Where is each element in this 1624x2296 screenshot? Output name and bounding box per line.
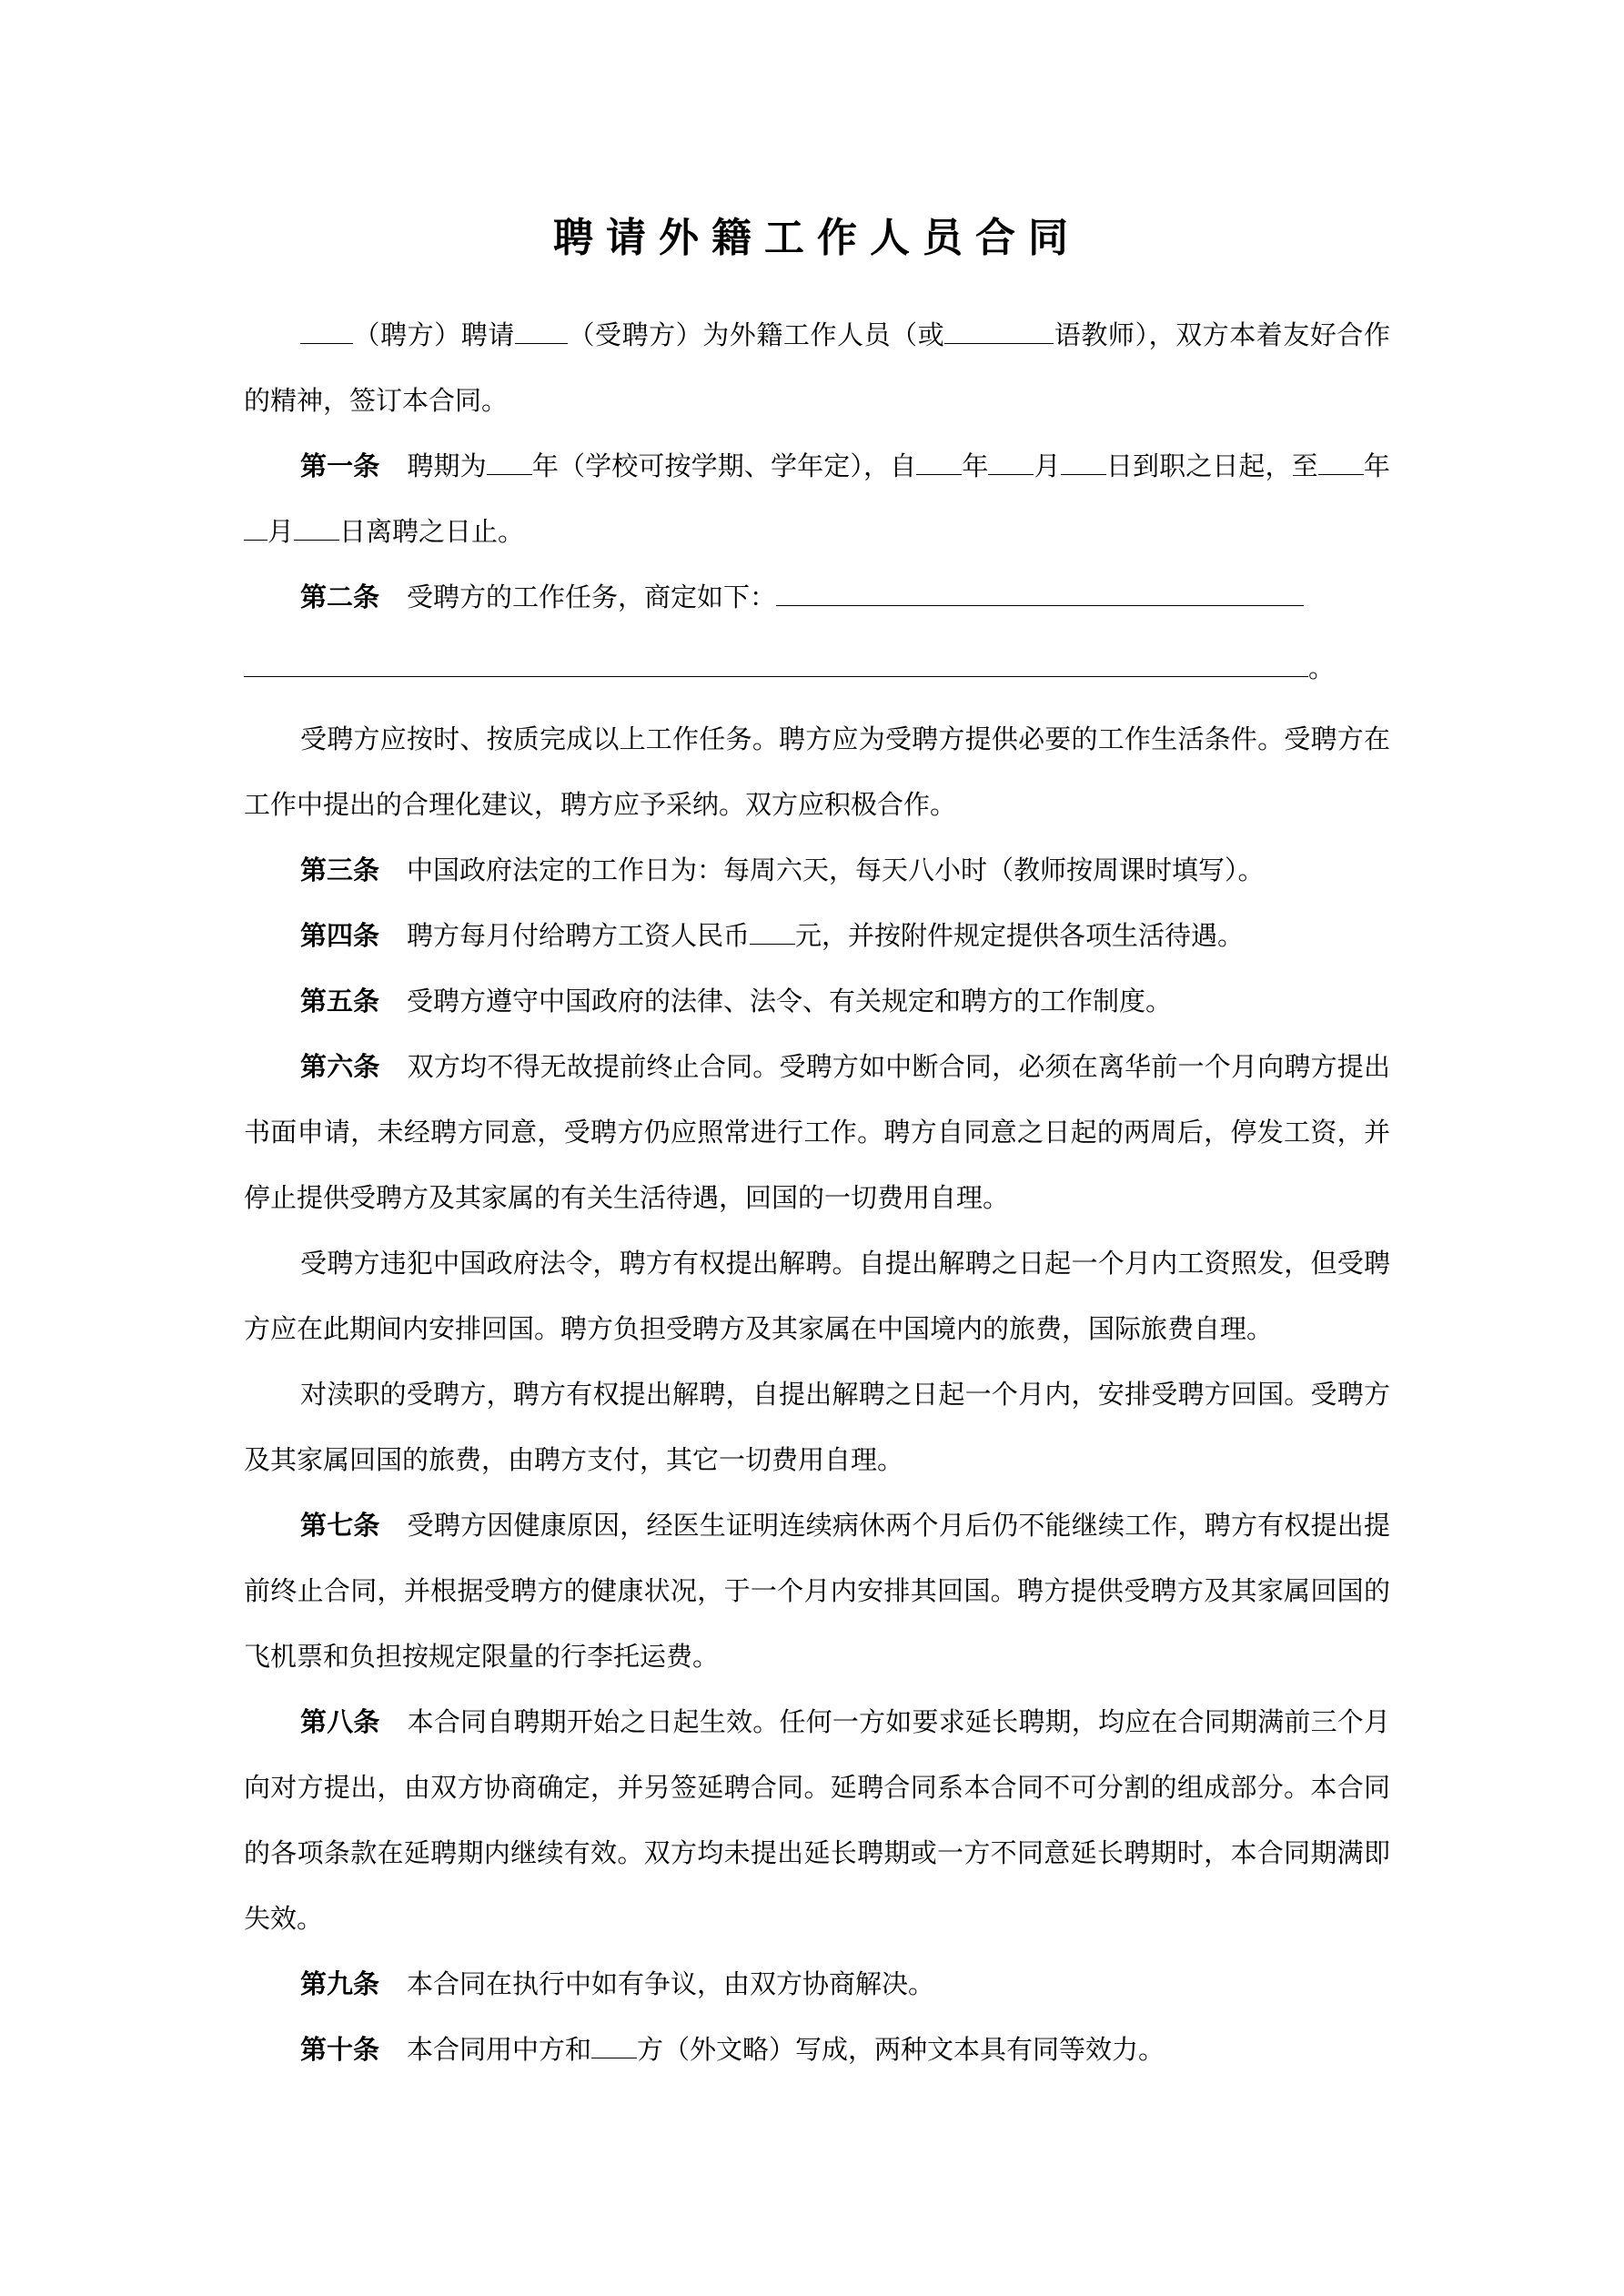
- document-body: [244, 302, 1390, 2082]
- article-8: [244, 1689, 1390, 1951]
- article-text: 日到职之日起，至: [1105, 450, 1318, 481]
- article-text: 年: [1363, 450, 1390, 481]
- blank-foreign-language[interactable]: [591, 2034, 637, 2058]
- article-text: 元，并按附件规定提供各项生活待遇。: [795, 920, 1245, 951]
- article-text: 日离聘之日止。: [339, 516, 525, 547]
- article-6: [244, 1034, 1390, 1230]
- blank-salary[interactable]: [750, 920, 795, 945]
- article-label: 第五条: [300, 986, 380, 1017]
- article-3: [244, 837, 1390, 903]
- article-9: [244, 1951, 1390, 2017]
- blank-duties-line-2[interactable]: [244, 652, 1308, 677]
- article-text: 受聘方遵守中国政府的法律、法令、有关规定和聘方的工作制度。: [407, 986, 1173, 1017]
- blank-end-year[interactable]: [1318, 450, 1364, 475]
- article-text: 受聘方因健康原因，经医生证明连续病休两个月后仍不能继续工作，聘方有权提出提前终止合同，并根据受聘方的健康状况，于一个月内安排其回国。聘方提供受聘方及其家属回国的飞机票和负担按规定限量的行李托运费。: [244, 1510, 1390, 1672]
- document-title: 聘请外籍工作人员合同: [553, 215, 1081, 261]
- intro-text-3: 语教师），双方本着友好合作的精神，签订本合同。: [244, 319, 1390, 416]
- article-10: [244, 2017, 1390, 2082]
- article-5: [244, 968, 1390, 1034]
- blank-term-years[interactable]: [487, 450, 532, 475]
- blank-start-day[interactable]: [1061, 450, 1106, 475]
- article-label: 第六条: [300, 1051, 380, 1082]
- article-text: 聘方每月付给聘方工资人民币: [407, 920, 751, 951]
- article-2-paragraph-2: 受聘方应按时、按质完成以上工作任务。聘方应为受聘方提供必要的工作生活条件。受聘方在工作中提出的合理化建议，聘方应予采纳。双方应积极合作。: [244, 723, 1390, 820]
- article-label: 第二条: [300, 582, 380, 612]
- article-text: 本合同在执行中如有争议，由双方协商解决。: [407, 1968, 935, 1999]
- article-1: [244, 433, 1390, 564]
- article-label: 第四条: [300, 920, 380, 951]
- article-2: [244, 564, 1390, 630]
- blank-language[interactable]: [944, 319, 1054, 344]
- blank-duties-line-1[interactable]: [776, 582, 1304, 606]
- article-label: 第一条: [300, 450, 380, 481]
- article-2-duties-line: [244, 635, 1390, 701]
- article-6-paragraph-2: 受聘方违犯中国政府法令，聘方有权提出解聘。自提出解聘之日起一个月内工资照发，但受聘方应在此期间内安排回国。聘方负担受聘方及其家属在中国境内的旅费，国际旅费自理。: [244, 1248, 1390, 1344]
- article-text: 双方均不得无故提前终止合同。受聘方如中断合同，必须在离华前一个月向聘方提出书面申请，未经聘方同意，受聘方仍应照常进行工作。聘方自同意之日起的两周后，停发工资，并停止提供受聘方及其家属的有关生活待遇，回国的一切费用自理。: [244, 1051, 1390, 1213]
- article-text: 中国政府法定的工作日为：每周六天，每天八小时（教师按周课时填写）。: [407, 855, 1265, 885]
- intro-text-1: （聘方）聘请: [353, 319, 515, 350]
- blank-employee[interactable]: [515, 319, 568, 344]
- article-label: 第七条: [300, 1510, 380, 1541]
- article-text: 受聘方的工作任务，商定如下：: [407, 582, 777, 612]
- article-text: 年（学校可按学期、学年定），自: [531, 450, 917, 481]
- blank-employer[interactable]: [300, 319, 353, 344]
- article-text: 本合同用中方和: [407, 2034, 592, 2065]
- blank-end-day[interactable]: [294, 516, 339, 541]
- blank-end-month[interactable]: [244, 516, 267, 541]
- article-4: [244, 903, 1390, 968]
- article-text: 月: [267, 516, 295, 547]
- article-label: 第九条: [300, 1968, 380, 1999]
- article-text: 月: [1034, 450, 1061, 481]
- article-text: 方（外文略）写成，两种文本具有同等效力。: [637, 2034, 1165, 2065]
- article-label: 第八条: [300, 1706, 380, 1737]
- article-text: 年: [962, 450, 989, 481]
- article-7: [244, 1492, 1390, 1689]
- blank-start-year[interactable]: [916, 450, 962, 475]
- article-text: 聘期为: [407, 450, 487, 481]
- article-text: 本合同自聘期开始之日起生效。任何一方如要求延长聘期，均应在合同期满前三个月向对方提出，由双方协商确定，并另签延聘合同。延聘合同系本合同不可分割的组成部分。本合同的各项条款在延聘期内继续有效。双方均未提出延长聘期或一方不同意延长聘期时，本合同期满即失效。: [244, 1706, 1390, 1934]
- blank-start-month[interactable]: [988, 450, 1034, 475]
- article-text: 。: [1308, 652, 1336, 683]
- intro-text-2: （受聘方）为外籍工作人员（或: [567, 319, 945, 350]
- intro-paragraph: [244, 302, 1390, 433]
- article-label: 第三条: [300, 855, 380, 885]
- article-label: 第十条: [300, 2034, 380, 2065]
- article-6-paragraph-3: 对渎职的受聘方，聘方有权提出解聘，自提出解聘之日起一个月内，安排受聘方回国。受聘方及其家属回国的旅费，由聘方支付，其它一切费用自理。: [244, 1379, 1390, 1475]
